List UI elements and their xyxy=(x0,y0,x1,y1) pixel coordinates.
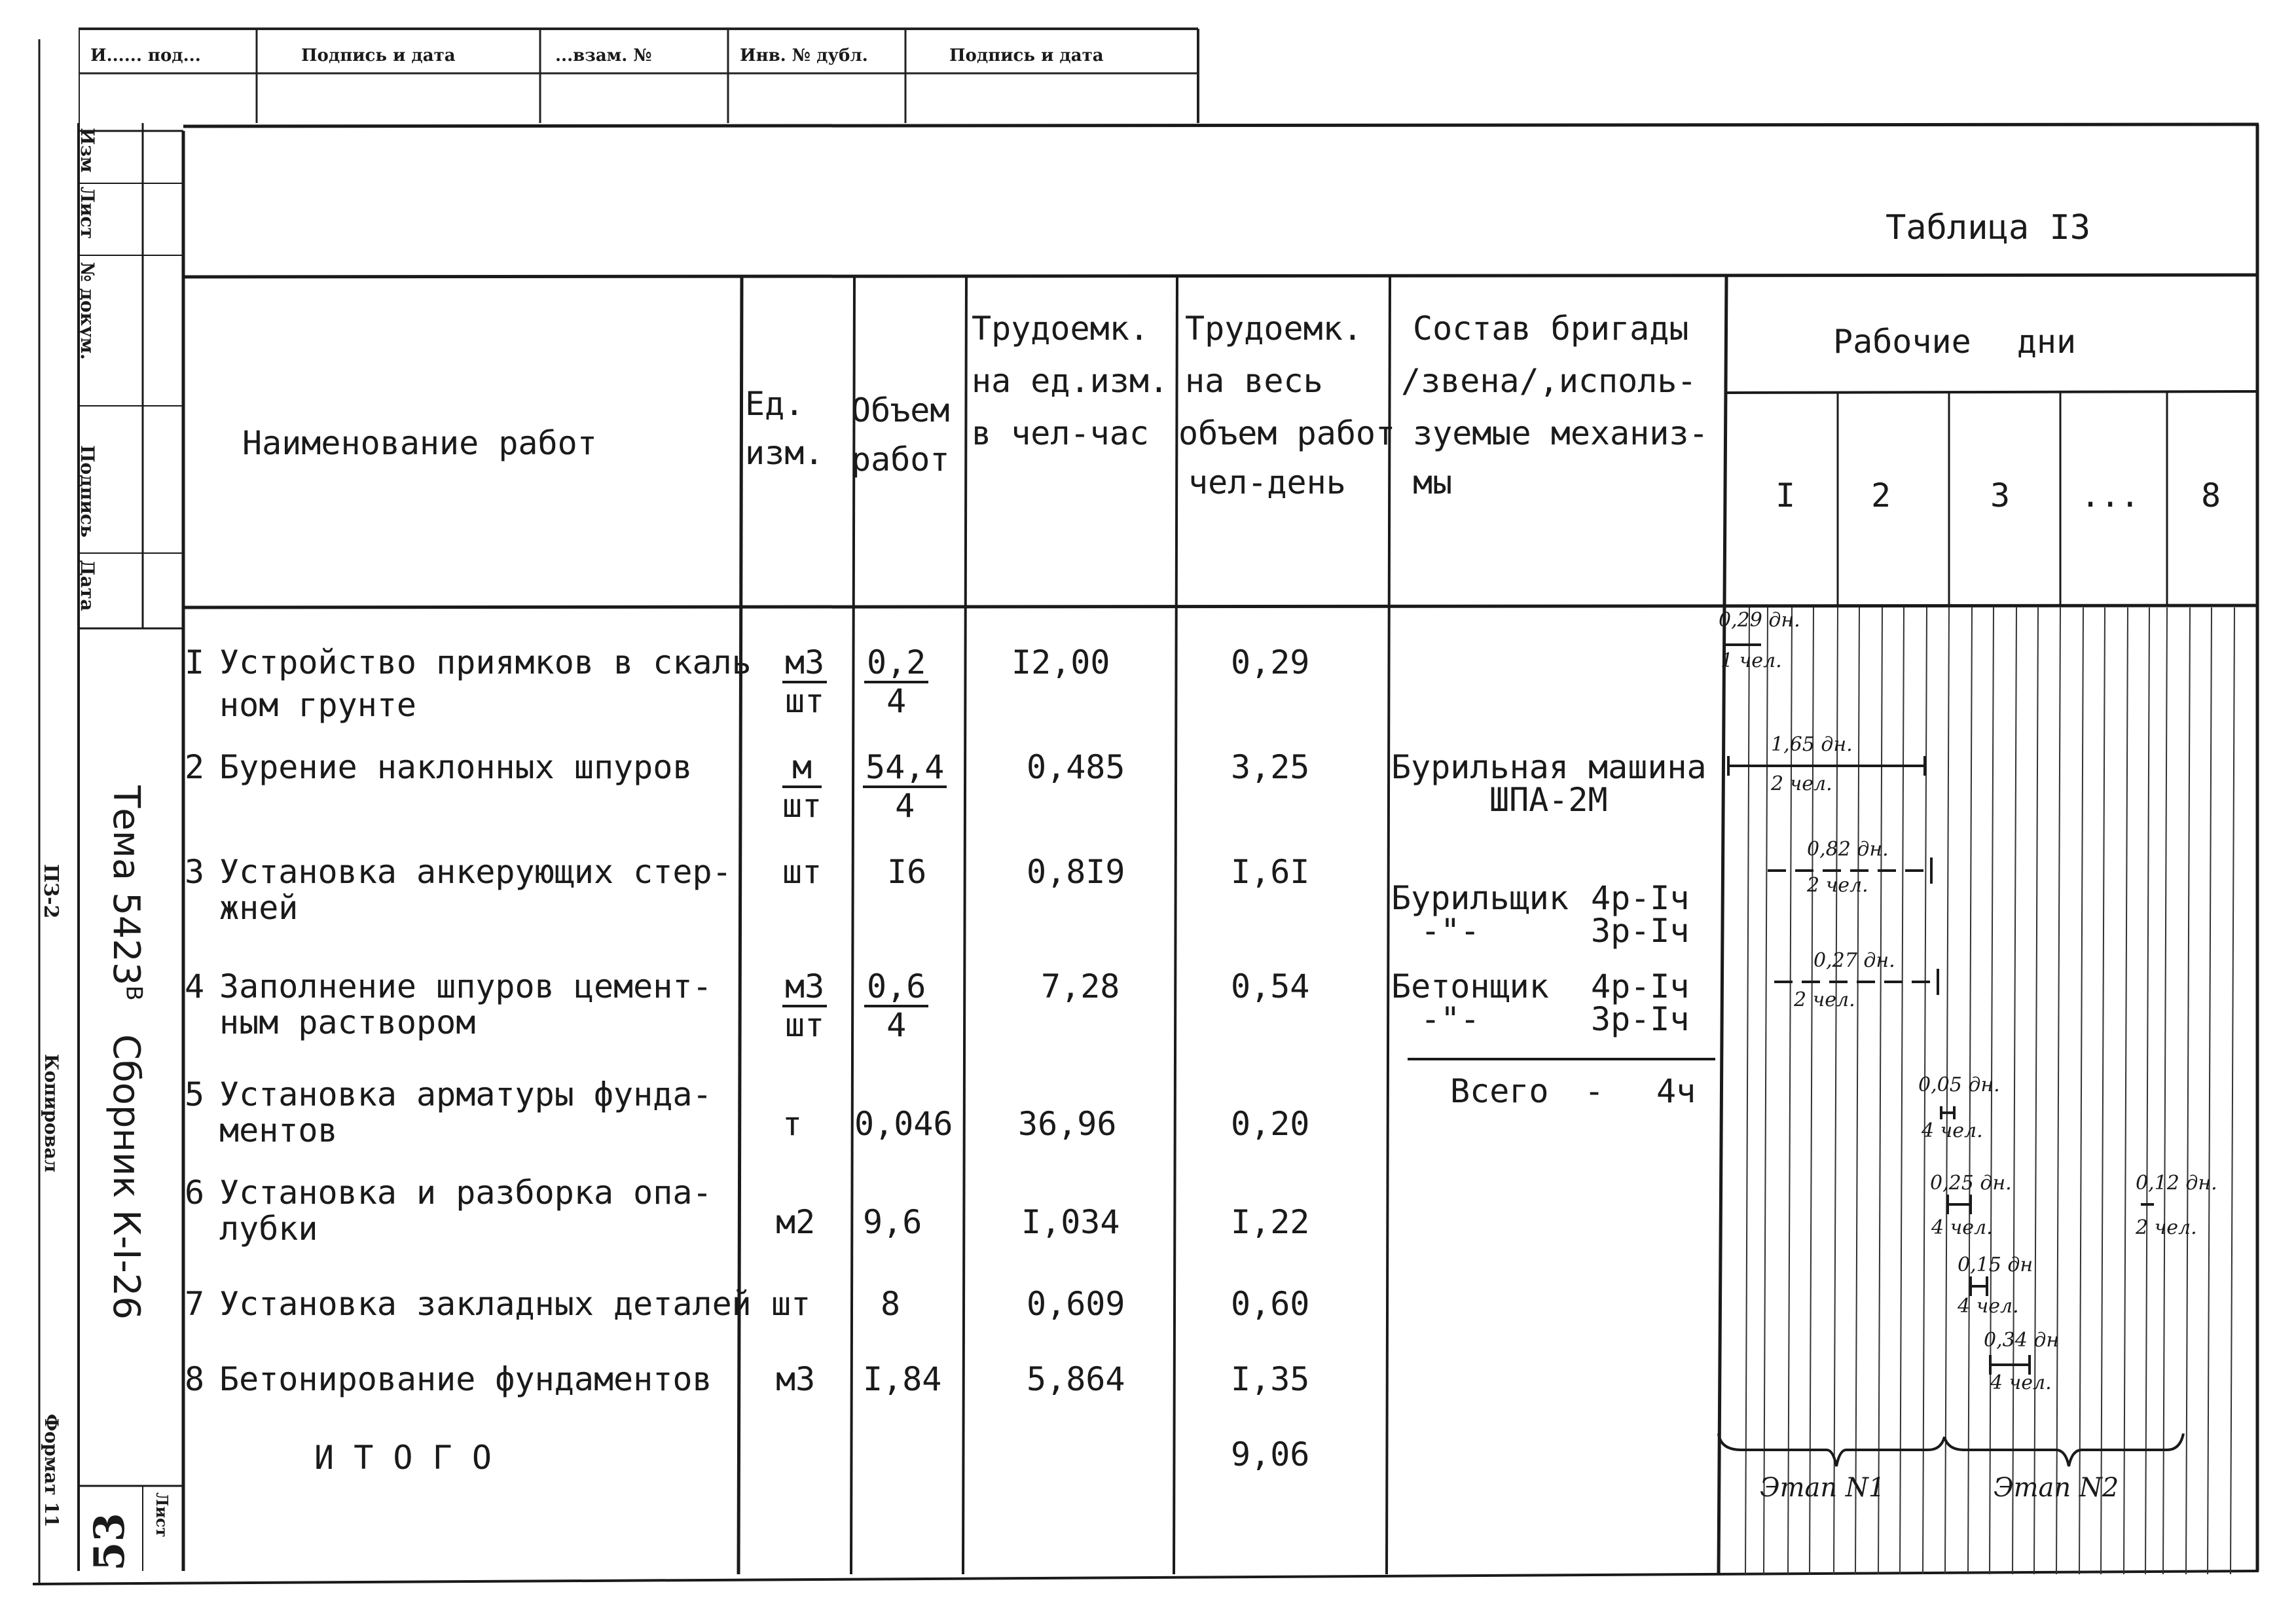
side-stamp-cell: Лист xyxy=(77,187,98,239)
format-label: Формат 11 xyxy=(41,1414,62,1528)
stamp-cell: Подпись и дата xyxy=(949,46,1104,65)
row-5-name-2: ментов xyxy=(219,1111,338,1149)
row-7-volume: 8 xyxy=(881,1285,901,1323)
format-code: ПЗ-2 xyxy=(39,864,62,919)
header-labor-total-4: чел-день xyxy=(1188,463,1346,501)
row-4-volume: $\frac{0,6}{4}$ xyxy=(864,969,928,1043)
note-2-days: 1,65 дн. xyxy=(1771,733,1853,756)
header-crew-4: мы xyxy=(1413,463,1453,501)
row-1-volume: $\frac{0,2}{4}$ xyxy=(864,645,928,719)
sheet-number: 53 xyxy=(85,1512,134,1571)
header-labor-unit-3: в чел-час xyxy=(972,414,1149,452)
row-8-unit: м3 xyxy=(776,1360,816,1398)
row-7-num: 7 xyxy=(185,1285,205,1323)
row-4-name: Заполнение шпуров цемент- xyxy=(219,967,712,1005)
header-labor-unit-2: на ед.изм. xyxy=(972,362,1169,400)
row-6-volume: 9,6 xyxy=(863,1203,922,1241)
header-crew-2: /звена/,исполь- xyxy=(1401,362,1697,400)
row-5-volume: 0,046 xyxy=(854,1105,953,1143)
side-stamp-cell: Изм xyxy=(77,128,98,173)
crew-driller: Бурильщик xyxy=(1391,879,1569,917)
row-2-labor-total: 3,25 xyxy=(1231,748,1310,786)
row-7-labor-total: 0,60 xyxy=(1231,1285,1310,1323)
row-4-labor-total: 0,54 xyxy=(1231,967,1310,1005)
row-6-unit: м2 xyxy=(776,1203,816,1241)
total-label: И Т О Г О xyxy=(314,1439,492,1477)
day-col-8: 8 xyxy=(2201,477,2221,514)
row-3-unit: шт xyxy=(782,853,822,891)
header-volume-2: работ xyxy=(851,441,950,478)
crew-driller2: -"- xyxy=(1421,912,1480,950)
row-2-name: Бурение наклонных шпуров xyxy=(219,748,693,786)
crew-total-value: 4ч xyxy=(1656,1072,1696,1110)
crew-machine: Бурильная машина xyxy=(1391,748,1707,786)
header-volume-1: Объем xyxy=(851,391,950,429)
header-unit-1: Ед. xyxy=(745,385,805,423)
row-4-labor-unit: 7,28 xyxy=(1041,967,1120,1005)
stamp-cell: И...... под... xyxy=(90,46,201,65)
day-col-1: I xyxy=(1776,477,1796,514)
row-8-volume: I,84 xyxy=(863,1360,942,1398)
note-9-workers: 4 чел. xyxy=(1990,1371,2052,1394)
row-1-name: Устройство приямков в скаль xyxy=(219,643,752,681)
row-3-labor-total: I,6I xyxy=(1231,853,1310,891)
row-3-name: Установка анкерующих стер- xyxy=(219,853,732,891)
note-8-days: 0,15 дн xyxy=(1958,1254,2033,1276)
row-3-volume: I6 xyxy=(887,853,927,891)
crew-driller2-rank: 3р-Iч xyxy=(1591,912,1690,950)
header-labor-total-1: Трудоемк. xyxy=(1185,310,1362,348)
stamp-cell: Подпись и дата xyxy=(301,46,456,65)
note-2-workers: 2 чел. xyxy=(1771,772,1832,795)
row-5-unit: т xyxy=(782,1105,803,1143)
day-col-3: 3 xyxy=(1990,477,2011,514)
table-title: Таблица I3 xyxy=(1886,208,2091,247)
row-1-num: I xyxy=(185,643,205,681)
row-6-num: 6 xyxy=(185,1174,205,1212)
crew-concrete2: -"- xyxy=(1421,1000,1480,1038)
note-3-days: 0,82 дн. xyxy=(1807,838,1889,861)
row-1-labor-unit: I2,00 xyxy=(1011,643,1110,681)
header-labor-total-2: на весь xyxy=(1185,362,1323,400)
note-8-workers: 4 чел. xyxy=(1958,1295,2019,1318)
stamp-cell: Инв. № дубл. xyxy=(740,46,868,65)
crew-concrete-rank: 4р-Iч xyxy=(1591,967,1690,1005)
row-8-name: Бетонирование фундаментов xyxy=(219,1360,712,1398)
total-value: 9,06 xyxy=(1231,1435,1310,1473)
row-6-name-2: лубки xyxy=(219,1210,318,1248)
theme-label: Тема $5423^В$ xyxy=(105,785,147,1001)
note-6-workers: 4 чел. xyxy=(1931,1216,1993,1239)
note-7-days: 0,12 дн. xyxy=(2136,1172,2217,1195)
stamp-cell: ...взам. № xyxy=(555,46,652,65)
row-1-name-2: ном грунте xyxy=(219,686,417,724)
crew-total-label: Всего xyxy=(1450,1072,1549,1110)
sheet-label: Лист xyxy=(153,1492,172,1538)
side-stamp-cell: Дата xyxy=(77,560,98,611)
crew-total-dash: - xyxy=(1584,1072,1605,1110)
crew-machine-model: ШПА-2М xyxy=(1489,781,1608,819)
row-7-labor-unit: 0,609 xyxy=(1027,1285,1125,1323)
stage-1-label: Этап N1 xyxy=(1760,1473,1886,1503)
row-3-labor-unit: 0,8I9 xyxy=(1027,853,1125,891)
row-4-name-2: ным раствором xyxy=(219,1003,476,1041)
collection-label: Сборник К-I-26 xyxy=(105,1034,147,1320)
header-workdays: Рабочие дни xyxy=(1833,323,2077,361)
row-5-labor-total: 0,20 xyxy=(1231,1105,1310,1143)
note-3-workers: 2 чел. xyxy=(1807,874,1868,897)
row-2-unit: $\frac{м}{шт}$ xyxy=(782,748,822,825)
note-1-days: 0,29 дн. xyxy=(1719,609,1800,632)
row-2-labor-unit: 0,485 xyxy=(1027,748,1125,786)
row-7-name: Установка закладных деталей xyxy=(219,1285,752,1323)
row-6-name: Установка и разборка опа- xyxy=(219,1174,712,1212)
header-crew-1: Состав бригады xyxy=(1413,310,1689,348)
note-5-workers: 4 чел. xyxy=(1922,1119,1983,1142)
row-3-name-2: жней xyxy=(219,889,299,927)
row-7-unit: шт xyxy=(771,1285,811,1323)
row-8-labor-unit: 5,864 xyxy=(1027,1360,1125,1398)
note-6-days: 0,25 дн. xyxy=(1930,1172,2012,1195)
side-stamp-cell: Подпись xyxy=(77,445,98,538)
side-stamp-cell: № докум. xyxy=(77,262,98,360)
row-4-unit: $\frac{м3}{шт}$ xyxy=(782,969,827,1043)
row-1-unit: $\frac{м3}{шт}$ xyxy=(782,645,827,719)
note-1-workers: 1 чел. xyxy=(1721,649,1782,672)
row-4-num: 4 xyxy=(185,967,205,1005)
header-unit-2: изм. xyxy=(745,434,824,472)
stage-2-label: Этап N2 xyxy=(1994,1473,2119,1503)
crew-concrete: Бетонщик xyxy=(1391,967,1549,1005)
note-4-days: 0,27 дн. xyxy=(1813,949,1895,972)
header-crew-3: зуемые механиз- xyxy=(1413,414,1709,452)
day-col-4: ... xyxy=(2081,477,2140,514)
row-6-labor-total: I,22 xyxy=(1231,1203,1310,1241)
note-9-days: 0,34 дн xyxy=(1984,1329,2060,1352)
note-7-workers: 2 чел. xyxy=(2136,1216,2197,1239)
note-4-workers: 2 чел. xyxy=(1794,988,1855,1011)
note-5-days: 0,05 дн. xyxy=(1918,1074,2000,1096)
row-2-volume: $\frac{54,4}{4}$ xyxy=(863,749,947,824)
copied-label: Копировал xyxy=(41,1054,62,1173)
row-5-labor-unit: 36,96 xyxy=(1018,1105,1117,1143)
crew-concrete2-rank: 3р-Iч xyxy=(1591,1000,1690,1038)
header-labor-total-3: объем работ xyxy=(1178,414,1396,452)
row-1-labor-total: 0,29 xyxy=(1231,643,1310,681)
row-8-labor-total: I,35 xyxy=(1231,1360,1310,1398)
crew-driller-rank: 4р-Iч xyxy=(1591,879,1690,917)
row-5-num: 5 xyxy=(185,1075,205,1113)
row-8-num: 8 xyxy=(185,1360,205,1398)
row-6-labor-unit: I,034 xyxy=(1021,1203,1120,1241)
row-5-name: Установка арматуры фунда- xyxy=(219,1075,712,1113)
header-name: Наименование работ xyxy=(242,424,597,462)
header-labor-unit-1: Трудоемк. xyxy=(972,310,1149,348)
row-3-num: 3 xyxy=(185,853,205,891)
day-col-2: 2 xyxy=(1871,477,1891,514)
row-2-num: 2 xyxy=(185,748,205,786)
